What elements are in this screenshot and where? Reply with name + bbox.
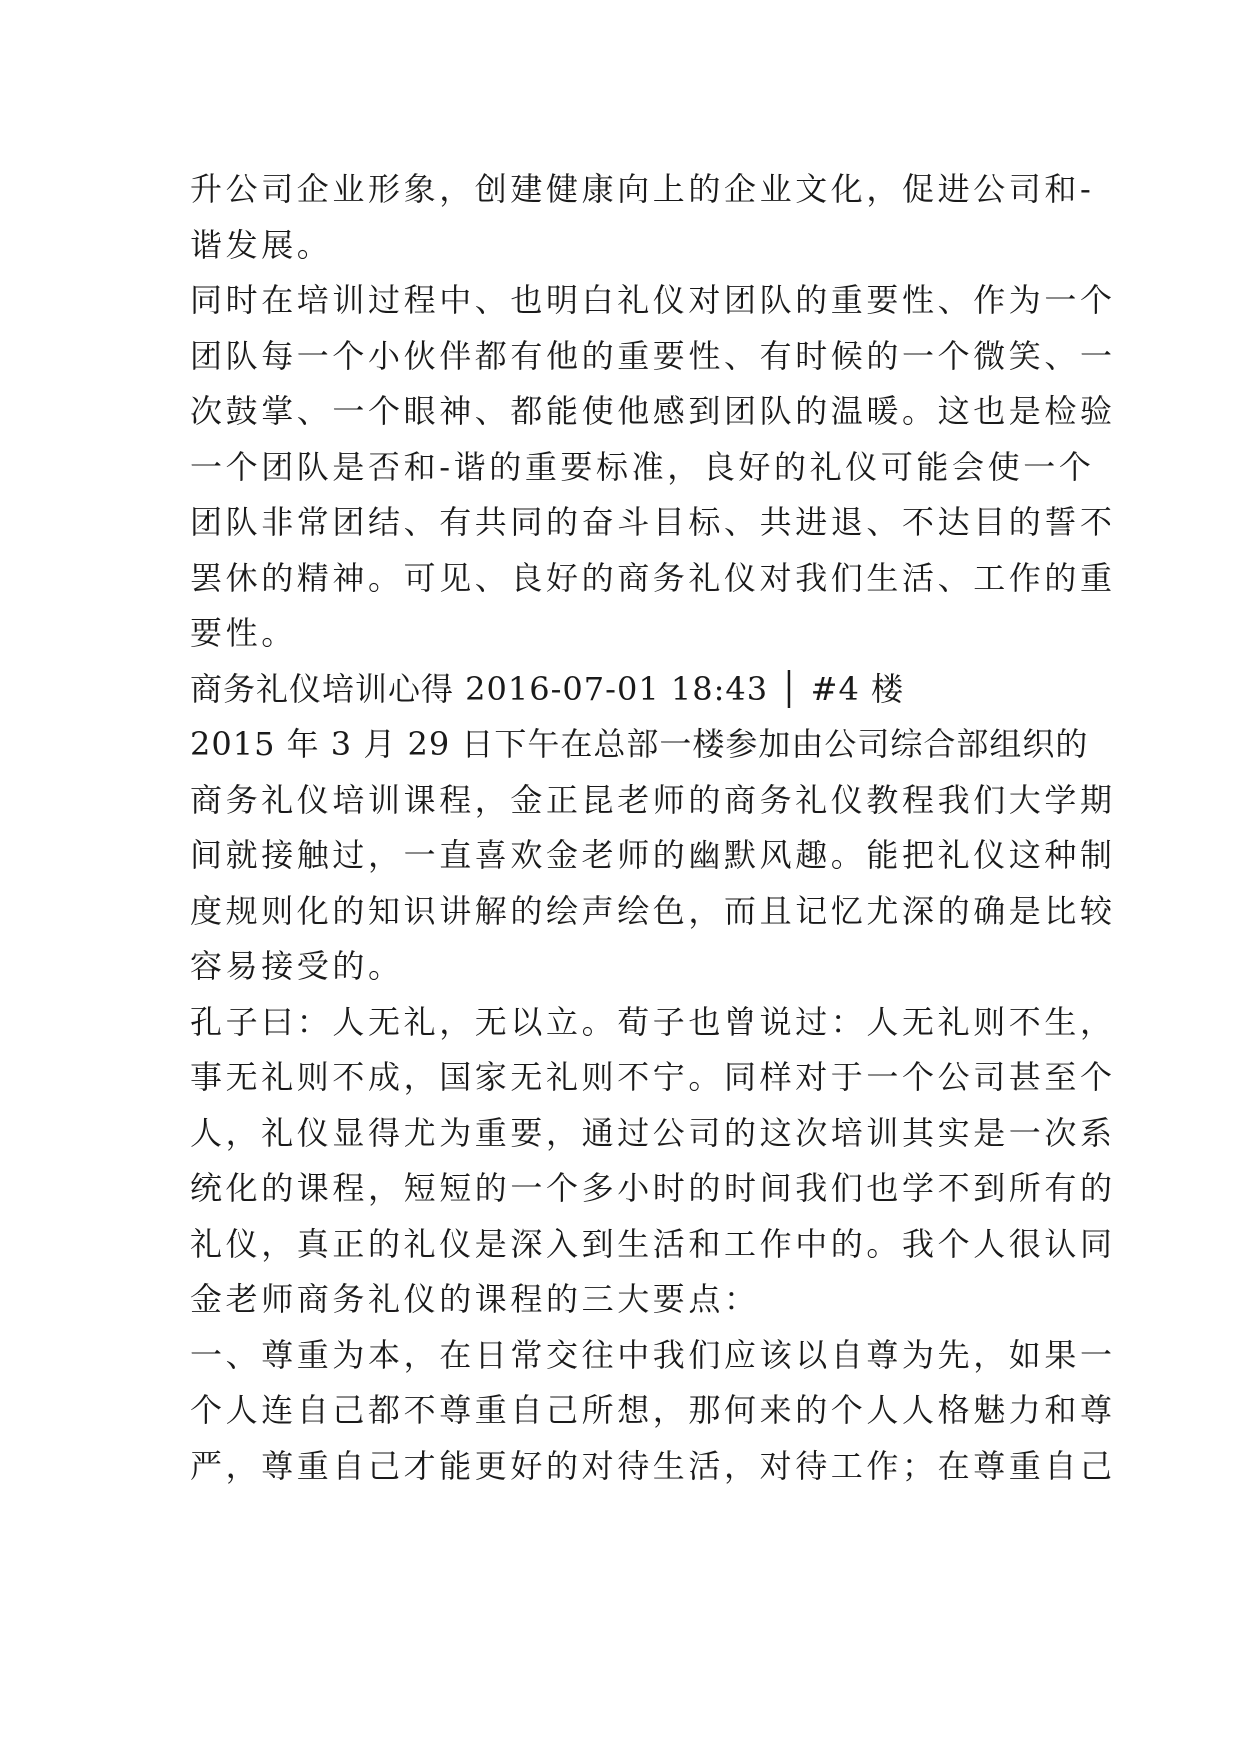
text-line: 间就接触过，一直喜欢金老师的幽默风趣。能把礼仪这种制 (190, 836, 1116, 874)
text-line: 事无礼则不成，国家无礼则不宁。同样对于一个公司甚至个 (190, 1058, 1116, 1096)
text-line: 罢休的精神。可见、良好的商务礼仪对我们生活、工作的重 (190, 558, 1116, 597)
text-line: 金老师商务礼仪的课程的三大要点： (190, 1280, 760, 1318)
text-line: 2015 年 3 月 29 日下午在总部一楼参加由公司综合部组织的 (190, 725, 1089, 763)
text-line: 严，尊重自己才能更好的对待生活，对待工作；在尊重自己 (190, 1446, 1116, 1485)
text-line: 礼仪，真正的礼仪是深入到生活和工作中的。我个人很认同 (190, 1224, 1116, 1263)
text-line: 一个团队是否和-谐的重要标准，良好的礼仪可能会使一个 (190, 447, 1095, 486)
text-line: 容易接受的。 (190, 947, 404, 985)
text-line: 升公司企业形象，创建健康向上的企业文化，促进公司和- (190, 170, 1095, 208)
text-line: 人，礼仪显得尤为重要，通过公司的这次培训其实是一次系 (190, 1113, 1116, 1152)
text-line: 个人连自己都不尊重自己所想，那何来的个人人格魅力和尊 (190, 1391, 1116, 1429)
text-line: 一、尊重为本，在日常交往中我们应该以自尊为先，如果一 (190, 1335, 1116, 1374)
text-line: 统化的课程，短短的一个多小时的时间我们也学不到所有的 (190, 1169, 1116, 1207)
text-line: 次鼓掌、一个眼神、都能使他感到团队的温暖。这也是检验 (190, 392, 1116, 430)
text-line: 孔子曰：人无礼，无以立。荀子也曾说过：人无礼则不生， (190, 1002, 1116, 1041)
document-body (190, 162, 1116, 1494)
text-line: 同时在培训过程中、也明白礼仪对团队的重要性、作为一个 (190, 281, 1116, 319)
text-line: 团队非常团结、有共同的奋斗目标、共进退、不达目的誓不 (190, 503, 1116, 541)
text-line: 度规则化的知识讲解的绘声绘色，而且记忆尤深的确是比较 (190, 891, 1116, 930)
post-header-line: 商务礼仪培训心得 2016-07-01 18:43 │ #4 楼 (190, 669, 905, 708)
text-line: 商务礼仪培训课程，金正昆老师的商务礼仪教程我们大学期 (190, 780, 1116, 819)
text-line: 谐发展。 (190, 225, 333, 264)
text-line: 要性。 (190, 614, 297, 652)
text-line: 团队每一个小伙伴都有他的重要性、有时候的一个微笑、一 (190, 336, 1116, 375)
